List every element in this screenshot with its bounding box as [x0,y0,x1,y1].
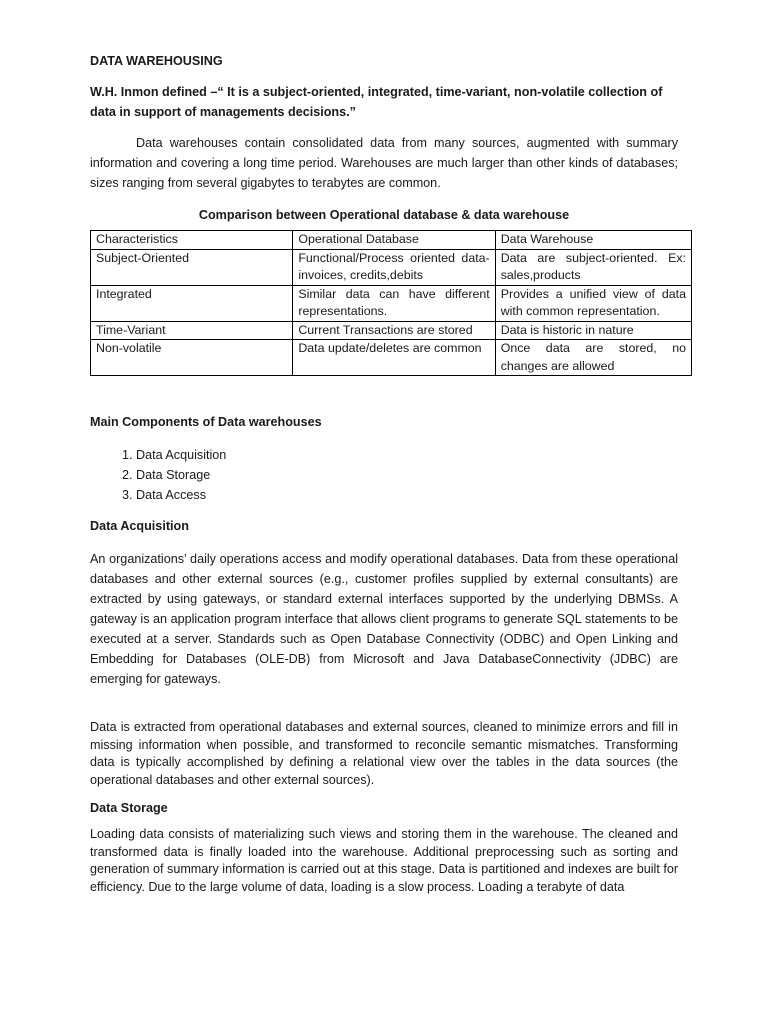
table-header-cell: Characteristics [91,231,293,250]
storage-heading: Data Storage [90,801,168,815]
components-list [90,445,678,505]
table-cell: Subject-Oriented [91,249,293,285]
list-item: 3. Data Access [136,485,678,505]
table-header-cell: Operational Database [293,231,495,250]
table-cell: Current Transactions are stored [293,321,495,340]
document-title: DATA WAREHOUSING [90,54,223,68]
table-caption: Comparison between Operational database & data warehouse [198,208,570,222]
table-cell: Provides a unified view of data with common representation. [495,285,691,321]
table-header-cell: Data Warehouse [495,231,691,250]
list-item: 1. Data Acquisition [136,445,678,465]
comparison-table [90,230,692,376]
table-cell: Integrated [91,285,293,321]
components-heading: Main Components of Data warehouses [90,415,322,429]
table-row [91,321,692,340]
table-cell: Data is historic in nature [495,321,691,340]
extraction-paragraph: Data is extracted from operational databases and external sources, cleaned to minimize errors and fill in missing information when possible, and transformed to reconcile semantic mismatches. Transforming data is typically accomplished by defining a relational view over the tables in the data sources (the operational databases and other external sources). [90,720,678,787]
table-cell: Non-volatile [91,340,293,376]
intro-paragraph: Data warehouses contain consolidated data from many sources, augmented with summary information and covering a long time period. Warehouses are much larger than other kinds of databases; sizes ranging from several gigabytes to terabytes are common. [90,136,678,190]
table-cell: Once data are stored, no changes are allowed [495,340,691,376]
list-item: 2. Data Storage [136,465,678,485]
acquisition-paragraph: An organizations’ daily operations access and modify operational databases. Data from these operational databases and other external sources (e.g., customer profiles supplied by external consultants) are extracted by using gateways, or standard external interfaces supported by the underlying DBMSs. A gateway is an application program interface that allows client programs to generate SQL statements to be executed at a server. Standards such as Open Database Connectivity (ODBC) and Open Linking and Embedding for Databases (OLE-DB) from Microsoft and Java DatabaseConnectivity (JDBC) are emerging for gateways. [90,552,678,686]
table-row [91,340,692,376]
table-cell: Data update/deletes are common [293,340,495,376]
storage-paragraph: Loading data consists of materializing such views and storing them in the warehouse. The cleaned and transformed data is finally loaded into the warehouse. Additional preprocessing such as sorting and generation of summary information is carried out at this stage. Data is partitioned and indexes are built for efficiency. Due to the large volume of data, loading is a slow process. Loading a terabyte of data [90,827,679,894]
document-body [90,51,686,896]
table-row [91,285,692,321]
table-header-row [91,231,692,250]
table-row [91,249,692,285]
table-cell: Data are subject-oriented. Ex: sales,products [495,249,691,285]
acquisition-heading: Data Acquisition [90,519,189,533]
table-cell: Similar data can have different representations. [293,285,495,321]
inmon-definition: W.H. Inmon defined –“ It is a subject-oriented, integrated, time-variant, non-volatile collection of data in support of managements decisions.” [90,85,663,119]
table-cell: Time-Variant [91,321,293,340]
table-cell: Functional/Process oriented data- invoices, credits,debits [293,249,495,285]
